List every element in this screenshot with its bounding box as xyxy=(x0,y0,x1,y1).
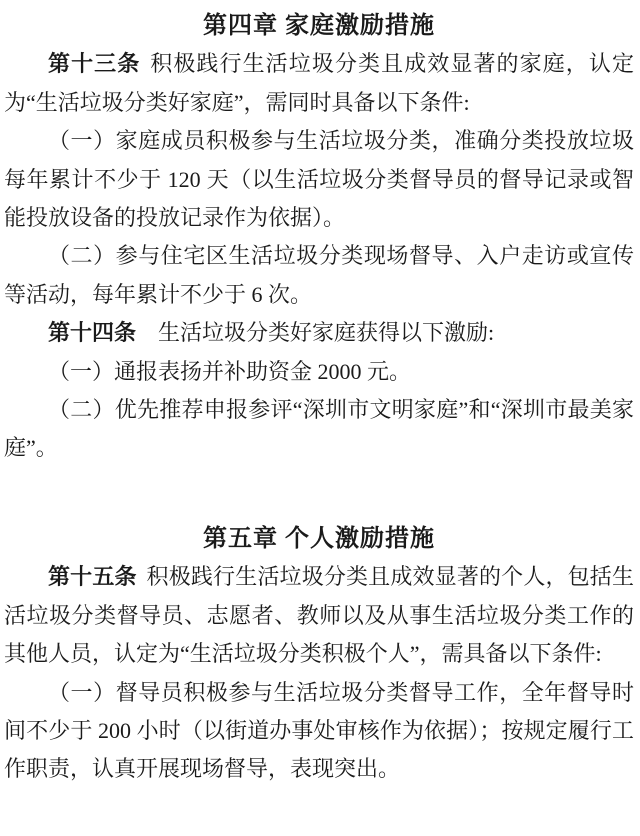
article-13-number: 第十三条 xyxy=(48,51,141,77)
article-14-number: 第十四条 xyxy=(48,320,137,346)
article-15-intro xyxy=(4,558,634,673)
chapter-5-section xyxy=(4,520,634,789)
chapter-4-heading: 第四章 家庭激励措施 xyxy=(203,13,435,39)
article-14-text: 生活垃圾分类好家庭获得以下激励: xyxy=(158,320,495,346)
chapter-5-heading: 第五章 个人激励措施 xyxy=(203,525,435,552)
article-14-item-2 xyxy=(4,391,634,468)
article-14-intro xyxy=(4,314,634,352)
article-14-item-1 xyxy=(4,353,634,391)
article-14-item-1-text: （一）通报表扬并补助资金 2000 元。 xyxy=(48,358,412,384)
article-13-item-2-text: （二）参与住宅区生活垃圾分类现场督导、入户走访或宣传等活动，每年累计不少于 6 次。 xyxy=(4,243,634,307)
chapter-divider-space xyxy=(4,468,634,520)
chapter-4-section xyxy=(4,7,634,468)
article-15-item-1-text: （一）督导员积极参与生活垃圾分类督导工作，全年督导时间不少于 200 小时（以街道办事处审核作为依据）；按规定履行工作职责，认真开展现场督导，表现突出。 xyxy=(4,679,634,782)
article-13-text: 积极践行生活垃圾分类且成效显著的家庭，认定为“生活垃圾分类好家庭”，需同时具备以下条件: xyxy=(4,51,634,115)
article-15-number: 第十五条 xyxy=(48,564,137,590)
article-13-intro xyxy=(4,45,634,122)
article-15-text: 积极践行生活垃圾分类且成效显著的个人，包括生活垃圾分类督导员、志愿者、教师以及从事生活垃圾分类工作的其他人员，认定为“生活垃圾分类积极个人”，需具备以下条件: xyxy=(4,564,634,667)
article-13-item-2 xyxy=(4,237,634,314)
article-13-item-1 xyxy=(4,122,634,237)
article-15-item-1 xyxy=(4,674,634,789)
article-13-item-1-text: （一）家庭成员积极参与生活垃圾分类，准确分类投放垃圾每年累计不少于 120 天（以生活垃圾分类督导员的督导记录或智能投放设备的投放记录作为依据）。 xyxy=(4,128,634,231)
article-14-item-2-text: （二）优先推荐申报参评“深圳市文明家庭”和“深圳市最美家庭”。 xyxy=(4,397,634,461)
